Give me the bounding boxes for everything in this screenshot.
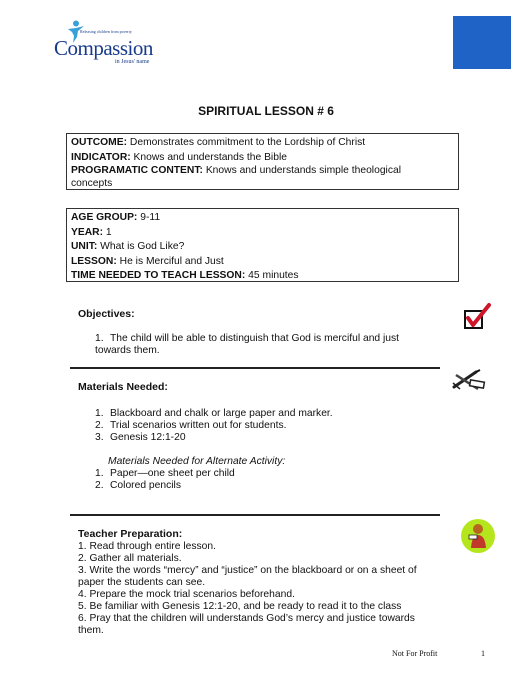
teacher-person-icon: [460, 518, 496, 554]
page-number: 1: [481, 649, 485, 658]
indicator-line: [71, 151, 454, 166]
alt-materials-item-number: 2.: [95, 480, 104, 491]
age-group-value: 9-11: [137, 212, 161, 223]
lesson-label: LESSON:: [71, 255, 117, 267]
age-group-label: AGE GROUP:: [71, 212, 138, 223]
teacher-prep-heading: Teacher Preparation:: [78, 528, 183, 540]
unit-line: [71, 240, 454, 255]
alt-materials-item-text: Colored pencils: [110, 480, 181, 491]
program-label: PROGRAMATIC CONTENT:: [71, 165, 203, 176]
logo-subline: in Jesus' name: [115, 59, 150, 65]
teacher-prep-line: them.: [78, 625, 104, 636]
compassion-logo: [52, 20, 172, 70]
outcome-label: OUTCOME:: [71, 137, 128, 148]
materials-item-text: Blackboard and chalk or large paper and marker.: [110, 408, 333, 419]
teacher-prep-line: 3. Write the words “mercy” and “justice” on the blackboard or on a sheet of: [78, 565, 417, 576]
section-divider-2: [70, 514, 440, 516]
unit-label: UNIT:: [71, 241, 98, 252]
outcome-line: [71, 136, 454, 151]
time-value: 45 minutes: [245, 270, 299, 281]
alt-materials-item-text: Paper—one sheet per child: [110, 468, 235, 479]
objective-item-number: 1.: [95, 333, 104, 344]
teacher-prep-line: 1. Read through entire lesson.: [78, 541, 216, 552]
objective-item-text-cont: towards them.: [95, 345, 160, 356]
year-label: YEAR:: [71, 226, 104, 238]
logo-tagline: Releasing children from poverty: [80, 29, 132, 34]
materials-heading: Materials Needed:: [78, 381, 168, 393]
outcome-box: [66, 133, 459, 190]
lesson-line: [71, 255, 454, 270]
indicator-label: INDICATOR:: [71, 151, 131, 163]
logo-wordmark: Compassion: [54, 36, 153, 60]
checkbox-check-icon: [462, 303, 492, 331]
program-line: [71, 165, 454, 178]
program-value: Knows and understands simple theological: [202, 165, 402, 176]
blue-decor-block: [453, 16, 511, 69]
page-title: SPIRITUAL LESSON # 6: [198, 104, 334, 118]
section-divider-1: [70, 367, 440, 369]
year-line: [71, 226, 454, 241]
outcome-value: Demonstrates commitment to the Lordship of Christ: [127, 137, 366, 148]
pencil-tools-icon: [450, 367, 488, 393]
teacher-prep-line: paper the students can see.: [78, 577, 206, 588]
teacher-prep-line: 6. Pray that the children will understands God’s mercy and justice towards: [78, 613, 415, 624]
teacher-prep-line: 5. Be familiar with Genesis 12:1-20, and be ready to read it to the class: [78, 601, 402, 612]
time-label: TIME NEEDED TO TEACH LESSON:: [71, 270, 246, 281]
year-value: 1: [103, 226, 112, 238]
materials-item-number: 1.: [95, 408, 104, 419]
lesson-info-box: [66, 208, 459, 282]
alt-materials-heading: Materials Needed for Alternate Activity:: [108, 456, 286, 467]
objectives-heading: Objectives:: [78, 308, 135, 320]
age-group-line: [71, 211, 454, 226]
objective-item-text: The child will be able to distinguish that God is merciful and just: [110, 333, 400, 344]
teacher-prep-line: 2. Gather all materials.: [78, 553, 182, 564]
materials-item-number: 2.: [95, 420, 104, 431]
indicator-value: Knows and understands the Bible: [130, 151, 287, 163]
materials-item-text: Trial scenarios written out for students.: [110, 420, 287, 431]
program-line-cont: concepts: [71, 177, 113, 189]
teacher-prep-line: 4. Prepare the mock trial scenarios beforehand.: [78, 589, 295, 600]
lesson-value: He is Merciful and Just: [116, 255, 224, 267]
alt-materials-item-number: 1.: [95, 468, 104, 479]
unit-value: What is God Like?: [97, 241, 185, 252]
footer-note: Not For Profit: [392, 649, 438, 658]
materials-item-number: 3.: [95, 432, 104, 443]
time-line: [71, 269, 454, 284]
materials-item-text: Genesis 12:1-20: [110, 432, 186, 443]
